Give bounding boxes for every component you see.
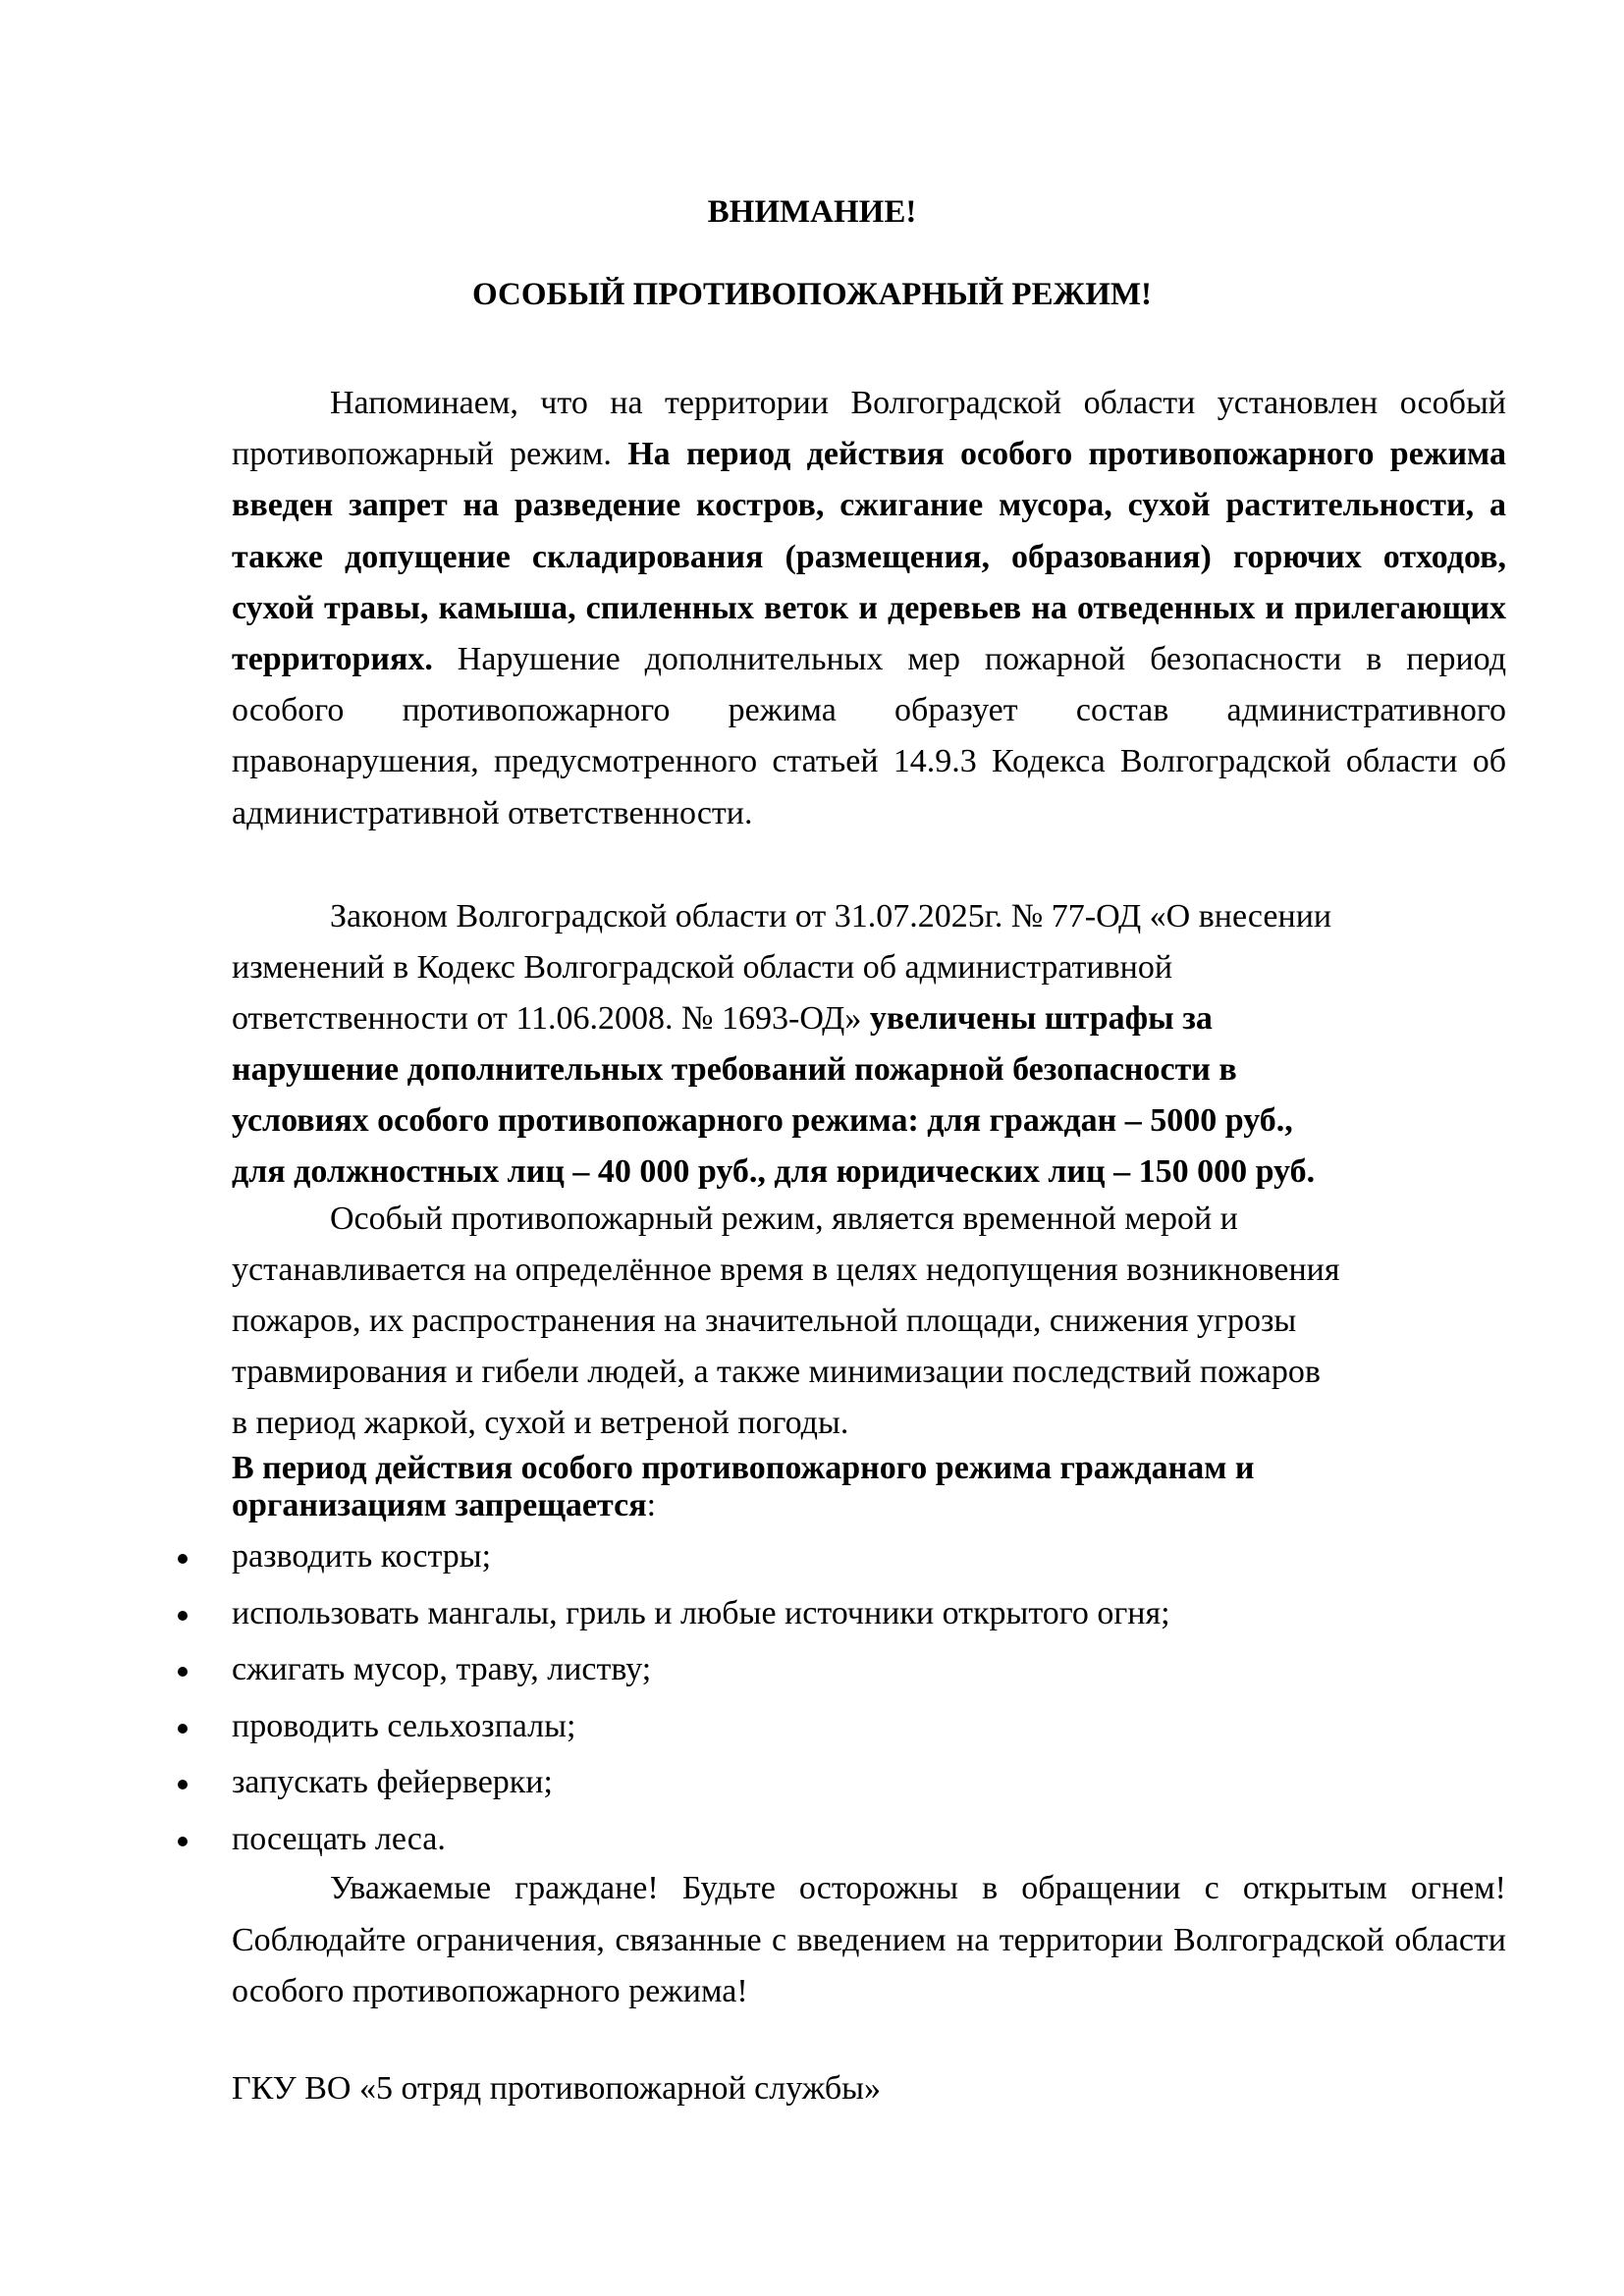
list-item-text: посещать леса.: [232, 1820, 446, 1857]
paragraph-reminder: [232, 378, 1506, 839]
purpose-line-5: в период жаркой, сухой и ветреной погоды.: [232, 1405, 849, 1441]
purpose-line-1: Особый противопожарный режим, является временной мерой и: [330, 1201, 1238, 1237]
law-line-2: изменений в Кодекс Волгоградской области об административной: [232, 949, 1173, 986]
bullet-icon: [178, 1724, 188, 1734]
paragraph-closing-appeal: Уважаемые граждане! Будьте осторожны в обращении с открытым огнем! Соблюдайте ограничения, связанные с введением на территории Волгоградской области особого противопожарного режима!: [232, 1870, 1506, 2009]
signature: ГКУ ВО «5 отряд противопожарной службы»: [232, 2070, 881, 2107]
bullet-icon: [178, 1554, 188, 1564]
fines-increased-bold: увеличены штрафы за: [869, 1000, 1213, 1037]
list-item: [0, 1650, 1624, 1707]
fines-line-6: [232, 1147, 1506, 1198]
page-title-regime: ОСОБЫЙ ПРОТИВОПОЖАРНЫЙ РЕЖИМ!: [471, 277, 1153, 312]
reminder-prohibition-bold: На период действия особого противопожарного режима введен запрет на разведение костров, сжигание мусора, сухой растительности, а также допущение складирования (размещения, образования) горючих отходов, сухой травы, камыша, спиленных веток и деревьев на отведенных и прилегающих территориях.: [232, 436, 1506, 678]
law-line-3: [232, 993, 1506, 1044]
fines-citizens: условиях особого противопожарного режима: для граждан – 5000 руб.,: [232, 1102, 1293, 1139]
reminder-violation-text: Нарушение дополнительных мер пожарной безопасности в период особого противопожарного режима образует состав административного правонарушения, предусмотренного статьей 14.9.3 Кодекса Волгоградской области об административной ответственности.: [232, 641, 1506, 831]
bullet-icon: [178, 1611, 188, 1621]
page-title-attention: ВНИМАНИЕ!: [707, 194, 917, 230]
list-item-text: сжигать мусор, траву, листву;: [232, 1651, 652, 1687]
bullet-icon: [178, 1780, 188, 1789]
list-item-text: использовать мангалы, гриль и любые источники открытого огня;: [232, 1594, 1170, 1631]
prohibitions-heading-line-1: [232, 1450, 1506, 1487]
prohibitions-heading: [232, 1450, 1506, 1524]
list-item-text: разводить костры;: [232, 1538, 492, 1575]
reminder-intro: Напоминаем, что на территории Волгоградской области установлен особый противопожарный режим.: [232, 385, 1506, 473]
paragraph-law-fines: [232, 891, 1506, 1198]
law-line-1: Законом Волгоградской области от 31.07.2025г. № 77-ОД «О внесении: [330, 898, 1332, 934]
bullet-icon: [178, 1837, 188, 1846]
heading-text-2: организациям запрещается: [232, 1487, 647, 1523]
list-item-text: проводить сельхозпалы;: [232, 1707, 576, 1744]
purpose-line-2: устанавливается на определённое время в целях недопущения возникновения: [232, 1252, 1340, 1288]
prohibitions-heading-line-2: [232, 1487, 1506, 1524]
paragraph-regime-purpose: [232, 1194, 1506, 1449]
list-item: [0, 1707, 1624, 1764]
heading-colon: :: [646, 1487, 657, 1523]
list-item: [0, 1537, 1624, 1594]
fines-line-5: [232, 1095, 1506, 1147]
purpose-line-3: пожаров, их распространения на значительной площади, снижения угрозы: [232, 1303, 1297, 1339]
fines-line-4: [232, 1044, 1506, 1095]
prohibitions-list: [0, 1537, 1624, 1876]
law-reference: ответственности от 11.06.2008. № 1693-ОД»: [232, 1000, 870, 1037]
fines-text: нарушение дополнительных требований пожарной безопасности в: [232, 1051, 1237, 1088]
list-item: [0, 1763, 1624, 1820]
purpose-line-4: травмирования и гибели людей, а также минимизации последствий пожаров: [232, 1354, 1321, 1390]
list-item-text: запускать фейерверки;: [232, 1764, 553, 1800]
list-item: [0, 1594, 1624, 1651]
fines-officials-legal: для должностных лиц – 40 000 руб., для юридических лиц – 150 000 руб.: [232, 1153, 1316, 1190]
bullet-icon: [178, 1667, 188, 1677]
heading-text-1: В период действия особого противопожарного режима гражданам и: [232, 1450, 1255, 1486]
